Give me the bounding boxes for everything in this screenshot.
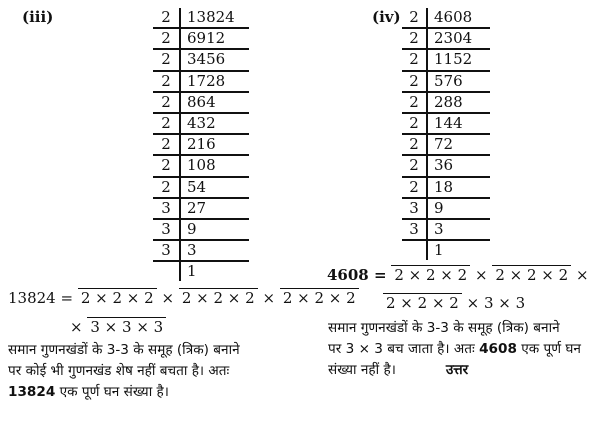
divisor-cell: 2 xyxy=(153,155,180,176)
times-sign: × xyxy=(161,289,175,307)
quotient-cell: 27 xyxy=(180,198,249,219)
divisor-cell: 2 xyxy=(402,177,427,198)
quotient-cell: 1 xyxy=(434,241,444,260)
ladder-row xyxy=(153,261,249,281)
ladder-row xyxy=(153,155,249,176)
division-ladder-4608 xyxy=(402,8,490,260)
ladder-row xyxy=(402,92,490,113)
quotient-cell: 1152 xyxy=(427,49,490,70)
divisor-cell: 2 xyxy=(153,71,180,92)
quotient-cell: 1728 xyxy=(180,71,249,92)
quotient-cell: 6912 xyxy=(180,28,249,49)
text-line: पर कोई भी गुणनखंड शेष नहीं बचता है। अतः xyxy=(8,363,230,379)
times-sign: × xyxy=(575,266,589,284)
equation-number: 4608 = xyxy=(327,266,387,284)
ladder-row xyxy=(153,219,249,240)
cube-group: 2 × 2 × 2 xyxy=(179,288,258,307)
cube-group: 2 × 2 × 2 xyxy=(280,288,359,307)
division-ladder-13824 xyxy=(153,8,249,281)
quotient-cell: 9 xyxy=(427,198,490,219)
cube-group: 2 × 2 × 2 xyxy=(391,265,470,284)
divisor-cell: 2 xyxy=(402,113,427,134)
divisor-cell: 2 xyxy=(153,92,180,113)
ladder-row xyxy=(153,198,249,219)
divisor-cell: 2 xyxy=(153,134,180,155)
number-13824: 13824 xyxy=(8,384,56,400)
divisor-cell: 2 xyxy=(402,134,427,155)
quotient-cell: 864 xyxy=(180,92,249,113)
quotient-cell: 3456 xyxy=(180,49,249,70)
ladder-row xyxy=(402,71,490,92)
ladder-row xyxy=(153,71,249,92)
divisor-cell: 2 xyxy=(153,49,180,70)
part-iii-label: (iii) xyxy=(22,8,54,26)
divisor-cell: 2 xyxy=(402,49,427,70)
quotient-cell: 54 xyxy=(180,177,249,198)
ladder-row xyxy=(402,240,490,260)
ladder-row xyxy=(153,240,249,261)
factor-equation-4608 xyxy=(327,266,589,284)
quotient-cell: 72 xyxy=(427,134,490,155)
divisor-cell: 3 xyxy=(402,198,427,219)
ladder-row xyxy=(402,198,490,219)
ladder-row xyxy=(402,155,490,176)
ladder-row xyxy=(402,28,490,49)
divisor-cell: 2 xyxy=(402,155,427,176)
part-iv-label: (iv) xyxy=(372,8,401,26)
ladder-row xyxy=(153,28,249,49)
ladder-row xyxy=(153,8,249,28)
factor-equation-13824 xyxy=(8,289,359,307)
ladder-row xyxy=(153,177,249,198)
divisor-cell: 2 xyxy=(153,28,180,49)
quotient-cell: 108 xyxy=(180,155,249,176)
cube-group: 2 × 2 × 2 xyxy=(78,288,157,307)
factor-equation-4608-line2 xyxy=(383,294,525,312)
quotient-cell: 216 xyxy=(180,134,249,155)
divisor-cell: 3 xyxy=(153,240,180,261)
text-line xyxy=(328,360,581,381)
text-line-rest: एक पूर्ण घन संख्या है। xyxy=(55,384,169,400)
ladder-row xyxy=(402,49,490,70)
ladder-row xyxy=(402,113,490,134)
ladder-row xyxy=(153,49,249,70)
ladder-row xyxy=(402,219,490,240)
divisor-cell: 2 xyxy=(402,71,427,92)
number-4608: 4608 xyxy=(479,341,517,357)
factor-equation-13824-line2 xyxy=(70,318,166,336)
equation-number: 13824 = xyxy=(8,289,74,307)
quotient-cell: 9 xyxy=(180,219,249,240)
divisor-cell: 2 xyxy=(402,8,427,28)
text-line-part: एक पूर्ण घन xyxy=(516,341,581,357)
cube-group: 2 × 2 × 2 xyxy=(383,293,462,312)
ladder-row xyxy=(402,8,490,28)
cube-group: 2 × 2 × 2 xyxy=(492,265,571,284)
text-line xyxy=(328,339,581,360)
quotient-cell: 3 xyxy=(180,240,249,261)
text-line: समान गुणनखंडों के 3-3 के समूह (त्रिक) बनाने xyxy=(328,320,560,336)
divisor-cell: 3 xyxy=(402,219,427,240)
divisor-cell: 3 xyxy=(153,219,180,240)
quotient-cell: 36 xyxy=(427,155,490,176)
ladder-row xyxy=(402,134,490,155)
cube-group: 3 × 3 × 3 xyxy=(87,317,166,336)
ladder-row xyxy=(153,113,249,134)
quotient-cell: 3 xyxy=(427,219,490,240)
conclusion-text-13824 xyxy=(8,340,240,403)
times-sign: × xyxy=(70,318,83,336)
quotient-cell: 576 xyxy=(427,71,490,92)
quotient-cell: 1 xyxy=(187,262,197,281)
times-sign: × xyxy=(474,266,488,284)
ladder-row xyxy=(153,134,249,155)
divisor-cell: 2 xyxy=(153,177,180,198)
divisor-cell: 2 xyxy=(153,113,180,134)
quotient-cell: 2304 xyxy=(427,28,490,49)
divisor-cell: 3 xyxy=(153,198,180,219)
divisor-cell xyxy=(153,261,180,281)
text-line-part: संख्या नहीं है। xyxy=(328,362,396,378)
ladder-row xyxy=(402,177,490,198)
answer-label: उत्तर xyxy=(445,362,469,378)
conclusion-text-4608 xyxy=(328,318,581,381)
text-line: समान गुणनखंडों के 3-3 के समूह (त्रिक) बनाने xyxy=(8,342,240,358)
divisor-cell: 2 xyxy=(402,28,427,49)
text-line xyxy=(8,382,240,403)
quotient-cell: 18 xyxy=(427,177,490,198)
times-sign: × xyxy=(262,289,276,307)
quotient-cell: 13824 xyxy=(180,8,249,28)
quotient-cell: 4608 xyxy=(427,8,490,28)
remaining-factors: × 3 × 3 xyxy=(466,294,526,312)
divisor-cell xyxy=(402,240,427,260)
divisor-cell: 2 xyxy=(153,8,180,28)
ladder-row xyxy=(153,92,249,113)
divisor-cell: 2 xyxy=(402,92,427,113)
quotient-cell: 288 xyxy=(427,92,490,113)
text-line-part: पर 3 × 3 बच जाता है। अतः xyxy=(328,341,480,357)
quotient-cell: 432 xyxy=(180,113,249,134)
quotient-cell: 144 xyxy=(427,113,490,134)
